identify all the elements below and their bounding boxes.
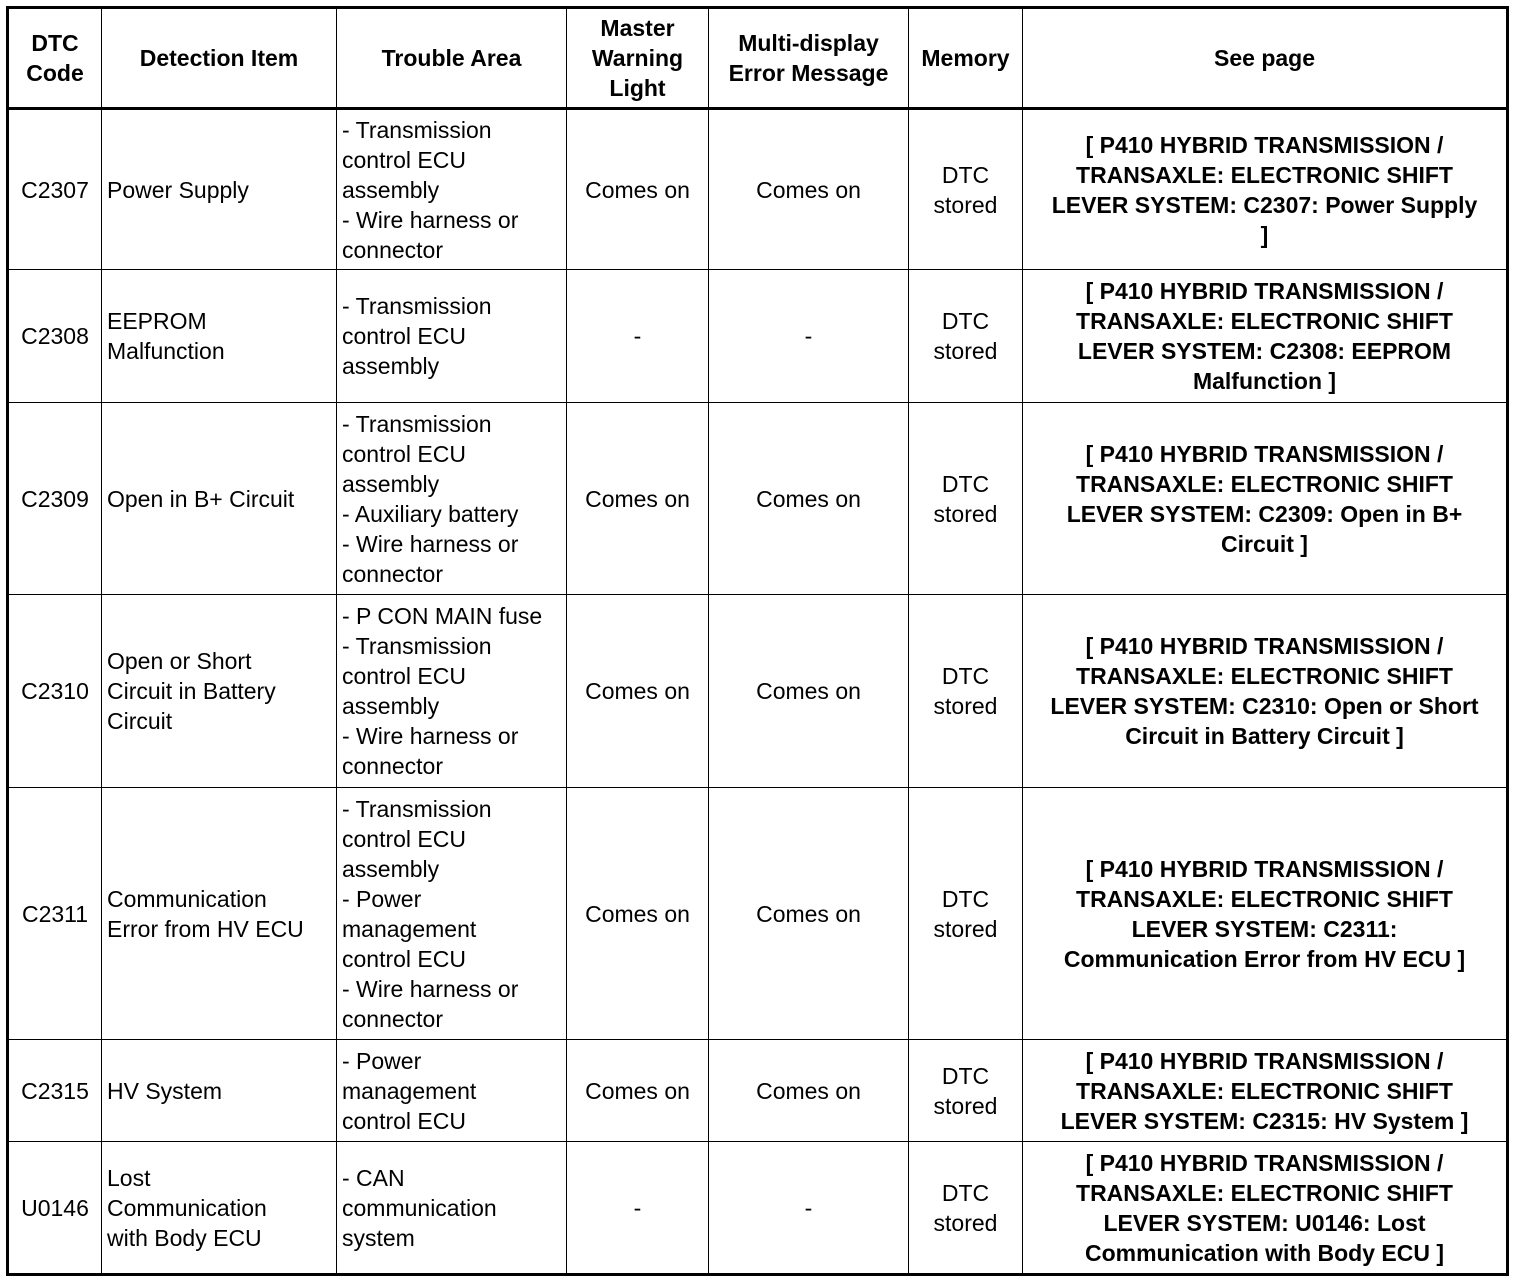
- master-warning-light-cell: Comes on: [567, 109, 709, 270]
- trouble-area-cell-line: control ECU: [342, 323, 466, 349]
- trouble-area-cell-line: control ECU: [342, 663, 466, 689]
- see-page-cell-line: LEVER SYSTEM: C2308: EEPROM: [1077, 338, 1452, 364]
- header-line: Multi-display: [738, 30, 879, 56]
- dtc-code-cell: C2310: [8, 595, 102, 788]
- memory-cell-line: DTC: [941, 308, 990, 334]
- trouble-area-cell-line: connector: [342, 1005, 444, 1032]
- memory-cell-line: stored: [933, 191, 998, 218]
- memory-cell-line: DTC: [941, 470, 990, 497]
- table-row: [8, 109, 1508, 270]
- table-row: [8, 270, 1508, 403]
- see-page-cell-line: TRANSAXLE: ELECTRONIC SHIFT: [1076, 470, 1453, 497]
- trouble-area-cell-line: - Wire harness or: [342, 723, 519, 749]
- trouble-area-cell: [337, 1040, 567, 1142]
- header-line: See page: [1214, 45, 1315, 71]
- header-dtc-code: [8, 8, 102, 109]
- dtc-code-cell: C2308: [8, 270, 102, 403]
- see-page-cell-line: [ P410 HYBRID TRANSMISSION /: [1085, 440, 1444, 467]
- trouble-area-cell-line: - Power: [342, 885, 422, 912]
- detection-item-cell-line: EEPROM: [107, 308, 207, 334]
- memory-cell-line: stored: [933, 1209, 998, 1236]
- detection-item-cell-line: Open or Short: [107, 648, 252, 674]
- detection-item-cell-line: Open in B+ Circuit: [107, 485, 295, 512]
- trouble-area-cell-line: management: [342, 915, 477, 942]
- memory-cell: [909, 109, 1023, 270]
- table-row: [8, 595, 1508, 788]
- see-page-cell-line: TRANSAXLE: ELECTRONIC SHIFT: [1076, 885, 1453, 912]
- see-page-cell-line: Circuit ]: [1221, 530, 1308, 557]
- memory-cell-line: DTC: [941, 1062, 990, 1089]
- memory-cell-line: DTC: [941, 161, 990, 188]
- header-memory: [909, 8, 1023, 109]
- table-row: [8, 788, 1508, 1040]
- trouble-area-cell: [337, 1142, 567, 1275]
- see-page-cell: [1023, 595, 1508, 788]
- memory-cell-line: stored: [933, 500, 998, 527]
- see-page-cell-line: [ P410 HYBRID TRANSMISSION /: [1085, 633, 1444, 659]
- memory-cell: [909, 1040, 1023, 1142]
- see-page-cell-line: TRANSAXLE: ELECTRONIC SHIFT: [1076, 1179, 1453, 1206]
- memory-cell-line: stored: [933, 338, 998, 364]
- see-page-cell-line: Circuit in Battery Circuit ]: [1125, 723, 1404, 749]
- dtc-code-cell: C2307: [8, 109, 102, 270]
- see-page-cell-line: LEVER SYSTEM: C2309: Open in B+: [1066, 500, 1463, 527]
- header-master-warning-light: [567, 8, 709, 109]
- multi-display-cell: -: [709, 1142, 909, 1275]
- see-page-cell-line: [ P410 HYBRID TRANSMISSION /: [1085, 131, 1444, 158]
- trouble-area-cell-line: control ECU: [342, 825, 466, 852]
- detection-item-cell: [102, 1040, 337, 1142]
- detection-item-cell-line: Lost: [107, 1164, 151, 1191]
- trouble-area-cell-line: control ECU: [342, 146, 466, 173]
- see-page-cell-line: [ P410 HYBRID TRANSMISSION /: [1085, 855, 1444, 882]
- detection-item-cell-line: Circuit: [107, 708, 173, 734]
- table-row: [8, 1040, 1508, 1142]
- trouble-area-cell-line: - Transmission: [342, 410, 492, 437]
- trouble-area-cell-line: communication: [342, 1194, 497, 1221]
- detection-item-cell-line: HV System: [107, 1077, 223, 1104]
- see-page-cell: [1023, 403, 1508, 595]
- see-page-cell-line: ]: [1260, 221, 1269, 248]
- detection-item-cell: [102, 270, 337, 403]
- dtc-code-cell: U0146: [8, 1142, 102, 1275]
- trouble-area-cell-line: control ECU: [342, 945, 466, 972]
- see-page-cell-line: LEVER SYSTEM: C2307: Power Supply: [1051, 191, 1478, 218]
- detection-item-cell: [102, 109, 337, 270]
- memory-cell-line: stored: [933, 1092, 998, 1119]
- trouble-area-cell-line: - Transmission: [342, 795, 492, 822]
- header-see-page: [1023, 8, 1508, 109]
- see-page-cell-line: TRANSAXLE: ELECTRONIC SHIFT: [1076, 1077, 1453, 1104]
- master-warning-light-cell: Comes on: [567, 788, 709, 1040]
- see-page-cell-line: TRANSAXLE: ELECTRONIC SHIFT: [1076, 663, 1453, 689]
- multi-display-cell: Comes on: [709, 109, 909, 270]
- see-page-cell: [1023, 788, 1508, 1040]
- master-warning-light-cell: Comes on: [567, 595, 709, 788]
- trouble-area-cell-line: management: [342, 1077, 477, 1104]
- multi-display-cell: -: [709, 270, 909, 403]
- memory-cell-line: stored: [933, 693, 998, 719]
- trouble-area-cell: [337, 788, 567, 1040]
- trouble-area-cell-line: assembly: [342, 693, 440, 719]
- trouble-area-cell-line: - Power: [342, 1047, 422, 1074]
- memory-cell: [909, 1142, 1023, 1275]
- memory-cell: [909, 788, 1023, 1040]
- trouble-area-cell-line: system: [342, 1224, 415, 1251]
- header-line: Warning: [591, 45, 684, 71]
- multi-display-cell: Comes on: [709, 788, 909, 1040]
- detection-item-cell-line: Malfunction: [107, 338, 225, 364]
- multi-display-cell: Comes on: [709, 403, 909, 595]
- master-warning-light-cell: -: [567, 1142, 709, 1275]
- master-warning-light-cell: Comes on: [567, 403, 709, 595]
- header-line: Detection Item: [139, 45, 299, 71]
- trouble-area-cell-line: - Transmission: [342, 633, 492, 659]
- memory-cell: [909, 403, 1023, 595]
- trouble-area-cell-line: control ECU: [342, 1107, 466, 1134]
- header-line: Master: [600, 15, 675, 41]
- trouble-area-cell: [337, 109, 567, 270]
- detection-item-cell-line: Circuit in Battery: [107, 678, 276, 704]
- see-page-cell-line: LEVER SYSTEM: C2315: HV System ]: [1060, 1107, 1469, 1134]
- trouble-area-cell-line: - Wire harness or: [342, 975, 519, 1002]
- trouble-area-cell-line: connector: [342, 236, 444, 263]
- see-page-cell-line: TRANSAXLE: ELECTRONIC SHIFT: [1076, 161, 1453, 188]
- header-line: Light: [609, 75, 666, 101]
- see-page-cell-line: TRANSAXLE: ELECTRONIC SHIFT: [1076, 308, 1453, 334]
- header-line: DTC: [31, 30, 79, 56]
- header-line: Memory: [921, 45, 1010, 71]
- dtc-table: [6, 6, 1509, 1276]
- memory-cell: [909, 270, 1023, 403]
- see-page-cell-line: [ P410 HYBRID TRANSMISSION /: [1085, 278, 1444, 304]
- header-line: Error Message: [728, 60, 889, 86]
- trouble-area-cell-line: assembly: [342, 470, 440, 497]
- see-page-cell: [1023, 270, 1508, 403]
- trouble-area-cell-line: connector: [342, 753, 444, 779]
- trouble-area-cell: [337, 595, 567, 788]
- see-page-cell-line: [ P410 HYBRID TRANSMISSION /: [1085, 1149, 1444, 1176]
- trouble-area-cell-line: - Transmission: [342, 116, 492, 143]
- master-warning-light-cell: Comes on: [567, 1040, 709, 1142]
- header-line: Trouble Area: [381, 45, 522, 71]
- memory-cell-line: DTC: [941, 663, 990, 689]
- detection-item-cell: [102, 403, 337, 595]
- trouble-area-cell-line: control ECU: [342, 440, 466, 467]
- dtc-code-cell: C2315: [8, 1040, 102, 1142]
- header-detection-item: [102, 8, 337, 109]
- see-page-cell: [1023, 109, 1508, 270]
- see-page-cell-line: Communication with Body ECU ]: [1084, 1239, 1445, 1266]
- header-trouble-area: [337, 8, 567, 109]
- memory-cell-line: DTC: [941, 1179, 990, 1206]
- trouble-area-cell-line: - Wire harness or: [342, 206, 519, 233]
- see-page-cell: [1023, 1142, 1508, 1275]
- dtc-code-cell: C2311: [8, 788, 102, 1040]
- table-row: [8, 403, 1508, 595]
- detection-item-cell: [102, 595, 337, 788]
- memory-cell-line: DTC: [941, 885, 990, 912]
- table-row: [8, 1142, 1508, 1275]
- detection-item-cell-line: Error from HV ECU: [107, 915, 304, 942]
- header-row: [8, 8, 1508, 109]
- multi-display-cell: Comes on: [709, 595, 909, 788]
- header-line: Code: [26, 60, 84, 86]
- see-page-cell: [1023, 1040, 1508, 1142]
- trouble-area-cell: [337, 403, 567, 595]
- trouble-area-cell-line: - P CON MAIN fuse: [342, 603, 543, 629]
- see-page-cell-line: LEVER SYSTEM: C2310: Open or Short: [1050, 693, 1479, 719]
- memory-cell-line: stored: [933, 915, 998, 942]
- trouble-area-cell-line: connector: [342, 560, 444, 587]
- trouble-area-cell-line: - Wire harness or: [342, 530, 519, 557]
- detection-item-cell-line: with Body ECU: [107, 1224, 262, 1251]
- see-page-cell-line: LEVER SYSTEM: C2311:: [1131, 915, 1398, 942]
- detection-item-cell-line: Communication: [107, 1194, 267, 1221]
- trouble-area-cell-line: assembly: [342, 353, 440, 379]
- detection-item-cell-line: Power Supply: [107, 176, 249, 203]
- detection-item-cell: [102, 788, 337, 1040]
- trouble-area-cell-line: assembly: [342, 176, 440, 203]
- detection-item-cell-line: Communication: [107, 885, 267, 912]
- detection-item-cell: [102, 1142, 337, 1275]
- trouble-area-cell-line: - Auxiliary battery: [342, 500, 519, 527]
- master-warning-light-cell: -: [567, 270, 709, 403]
- table-body: [8, 109, 1508, 1275]
- trouble-area-cell-line: assembly: [342, 855, 440, 882]
- see-page-cell-line: Malfunction ]: [1192, 368, 1337, 394]
- see-page-cell-line: Communication Error from HV ECU ]: [1063, 945, 1466, 972]
- memory-cell: [909, 595, 1023, 788]
- dtc-code-cell: C2309: [8, 403, 102, 595]
- multi-display-cell: Comes on: [709, 1040, 909, 1142]
- header-multi-display: [709, 8, 909, 109]
- trouble-area-cell-line: - CAN: [342, 1164, 405, 1191]
- trouble-area-cell: [337, 270, 567, 403]
- trouble-area-cell-line: - Transmission: [342, 293, 492, 319]
- see-page-cell-line: LEVER SYSTEM: U0146: Lost: [1103, 1209, 1426, 1236]
- see-page-cell-line: [ P410 HYBRID TRANSMISSION /: [1085, 1047, 1444, 1074]
